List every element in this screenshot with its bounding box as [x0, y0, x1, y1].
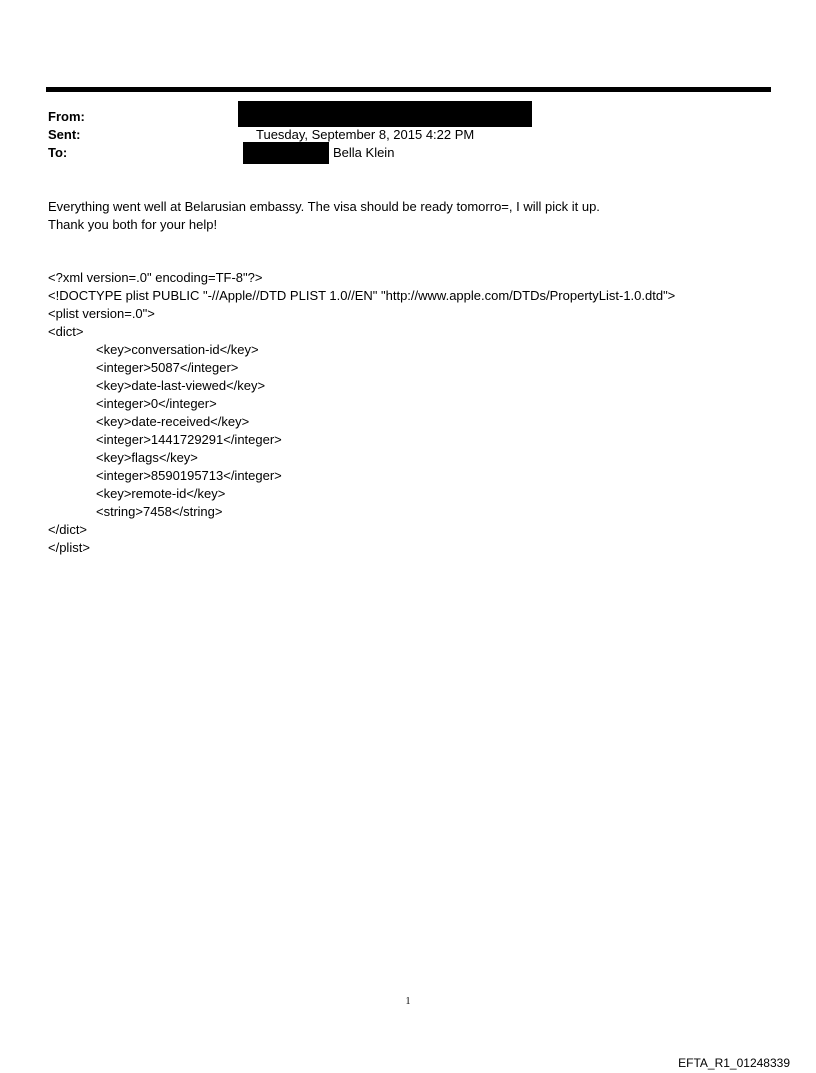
plist-line: <integer>1441729291</integer> — [96, 432, 282, 447]
page-number: 1 — [405, 996, 411, 1007]
plist-line: <key>conversation-id</key> — [96, 342, 259, 357]
plist-line: <integer>0</integer> — [96, 396, 217, 411]
plist-line: <dict> — [48, 324, 84, 339]
plist-line: <key>remote-id</key> — [96, 486, 226, 501]
plist-line: <key>date-received</key> — [96, 414, 250, 429]
to-value: Bella Klein — [333, 145, 395, 160]
redacted-from-block — [238, 101, 532, 127]
message-line: Everything went well at Belarusian embassy. The visa should be ready tomorro=, I will pick it up. — [48, 199, 600, 214]
plist-line: <key>date-last-viewed</key> — [96, 378, 266, 393]
header-divider — [46, 87, 771, 92]
plist-line: <plist version=.0"> — [48, 306, 155, 321]
plist-line: <integer>8590195713</integer> — [96, 468, 282, 483]
plist-line: </plist> — [48, 540, 90, 555]
to-label: To: — [48, 145, 68, 160]
message-line: Thank you both for your help! — [48, 217, 218, 232]
plist-line: <?xml version=.0" encoding=TF-8"?> — [48, 270, 263, 285]
plist-line: </dict> — [48, 522, 88, 537]
redacted-to-block — [243, 142, 329, 164]
plist-line: <integer>5087</integer> — [96, 360, 239, 375]
sent-value: Tuesday, September 8, 2015 4:22 PM — [256, 127, 475, 142]
plist-line: <key>flags</key> — [96, 450, 198, 465]
plist-line: <!DOCTYPE plist PUBLIC "-//Apple//DTD PLIST 1.0//EN" "http://www.apple.com/DTDs/PropertyList-1.0.dtd"> — [48, 288, 676, 303]
from-label: From: — [48, 109, 85, 124]
plist-line: <string>7458</string> — [96, 504, 223, 519]
document-id: EFTA_R1_01248339 — [678, 1056, 790, 1070]
sent-label: Sent: — [48, 127, 81, 142]
